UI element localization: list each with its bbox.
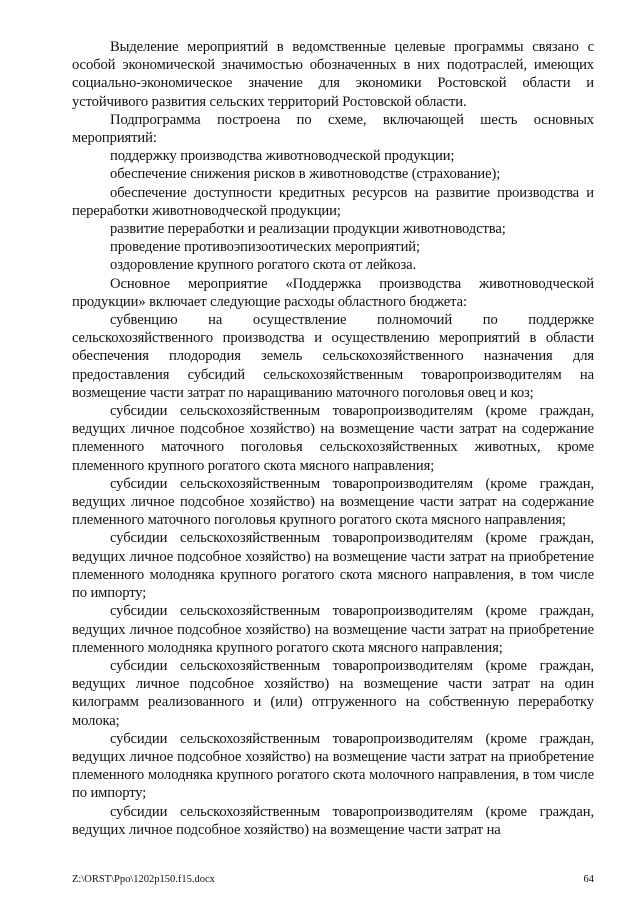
list-item: субсидии сельскохозяйственным товаропроизводителям (кроме граждан, ведущих личное подсобное хозяйство) на возмещение части затрат на приобретение племенного молодняка крупного рогатого скота мясного направления, в том числе по импорту; (72, 530, 594, 602)
list-item: субсидии сельскохозяйственным товаропроизводителям (кроме граждан, ведущих личное подсобное хозяйство) на возмещение части затрат на приобретение племенного молодняка крупного рогатого скота мясного направления; (72, 603, 594, 656)
list-item: субсидии сельскохозяйственным товаропроизводителям (кроме граждан, ведущих личное подсобное хозяйство) на возмещение части затрат на содержание племенного маточного поголовья крупного рогатого скота мясного направления; (72, 475, 594, 529)
footer-file-path: Z:\ORST\Ppo\1202p150.f15.docx (72, 874, 215, 885)
paragraph: Подпрограмма построена по схеме, включающей шесть основных мероприятий: (72, 111, 594, 147)
list-item: обеспечение снижения рисков в животноводстве (страхование); (110, 166, 501, 183)
list-item: проведение противоэпизоотических мероприятий; (110, 239, 420, 256)
page-footer (72, 874, 594, 886)
page-number: 64 (583, 874, 594, 885)
list-item: обеспечение доступности кредитных ресурсов на развитие производства и переработки животноводческой продукции; (72, 184, 594, 219)
paragraph: Выделение мероприятий в ведомственные целевые программы связано с особой экономической значимостью обозначенных в них подотраслей, имеющих социально-экономическое значение для экономики Ростовской области и устойчивого развития сельских территорий Ростовской области. (72, 39, 594, 110)
paragraph: Основное мероприятие «Поддержка производства животноводческой продукции» включает следующие расходы областного бюджета: (72, 275, 594, 310)
list-item: поддержку производства животноводческой продукции; (110, 148, 455, 165)
list-item: субсидии сельскохозяйственным товаропроизводителям (кроме граждан, ведущих личное подсобное хозяйство) на возмещение части затрат на один килограмм реализованного и (или) отгруженного на собственную переработку молока; (72, 657, 594, 729)
list-item: субсидии сельскохозяйственным товаропроизводителям (кроме граждан, ведущих личное подсобное хозяйство) на возмещение части затрат на (72, 803, 594, 838)
list-item: субсидии сельскохозяйственным товаропроизводителям (кроме граждан, ведущих личное подсобное хозяйство) на возмещение части затрат на приобретение племенного молодняка крупного рогатого скота молочного направления, в том числе по импорту; (72, 730, 594, 802)
document-body (72, 38, 594, 839)
list-item: развитие переработки и реализации продукции животноводства; (110, 221, 506, 238)
list-item: субвенцию на осуществление полномочий по поддержке сельскохозяйственного производства и осуществлению мероприятий в области обеспечения плодородия земель сельскохозяйственного назначения для предоставления субсидий сельскохозяйственным товаропроизводителям на возмещение части затрат по наращиванию маточного поголовья овец и коз; (72, 312, 594, 401)
list-item: субсидии сельскохозяйственным товаропроизводителям (кроме граждан, ведущих личное подсобное хозяйство) на возмещение части затрат на содержание племенного маточного поголовья сельскохозяйственных животных, кроме племенного крупного рогатого скота мясного направления; (72, 403, 594, 474)
list-item: оздоровление крупного рогатого скота от лейкоза. (110, 257, 417, 274)
